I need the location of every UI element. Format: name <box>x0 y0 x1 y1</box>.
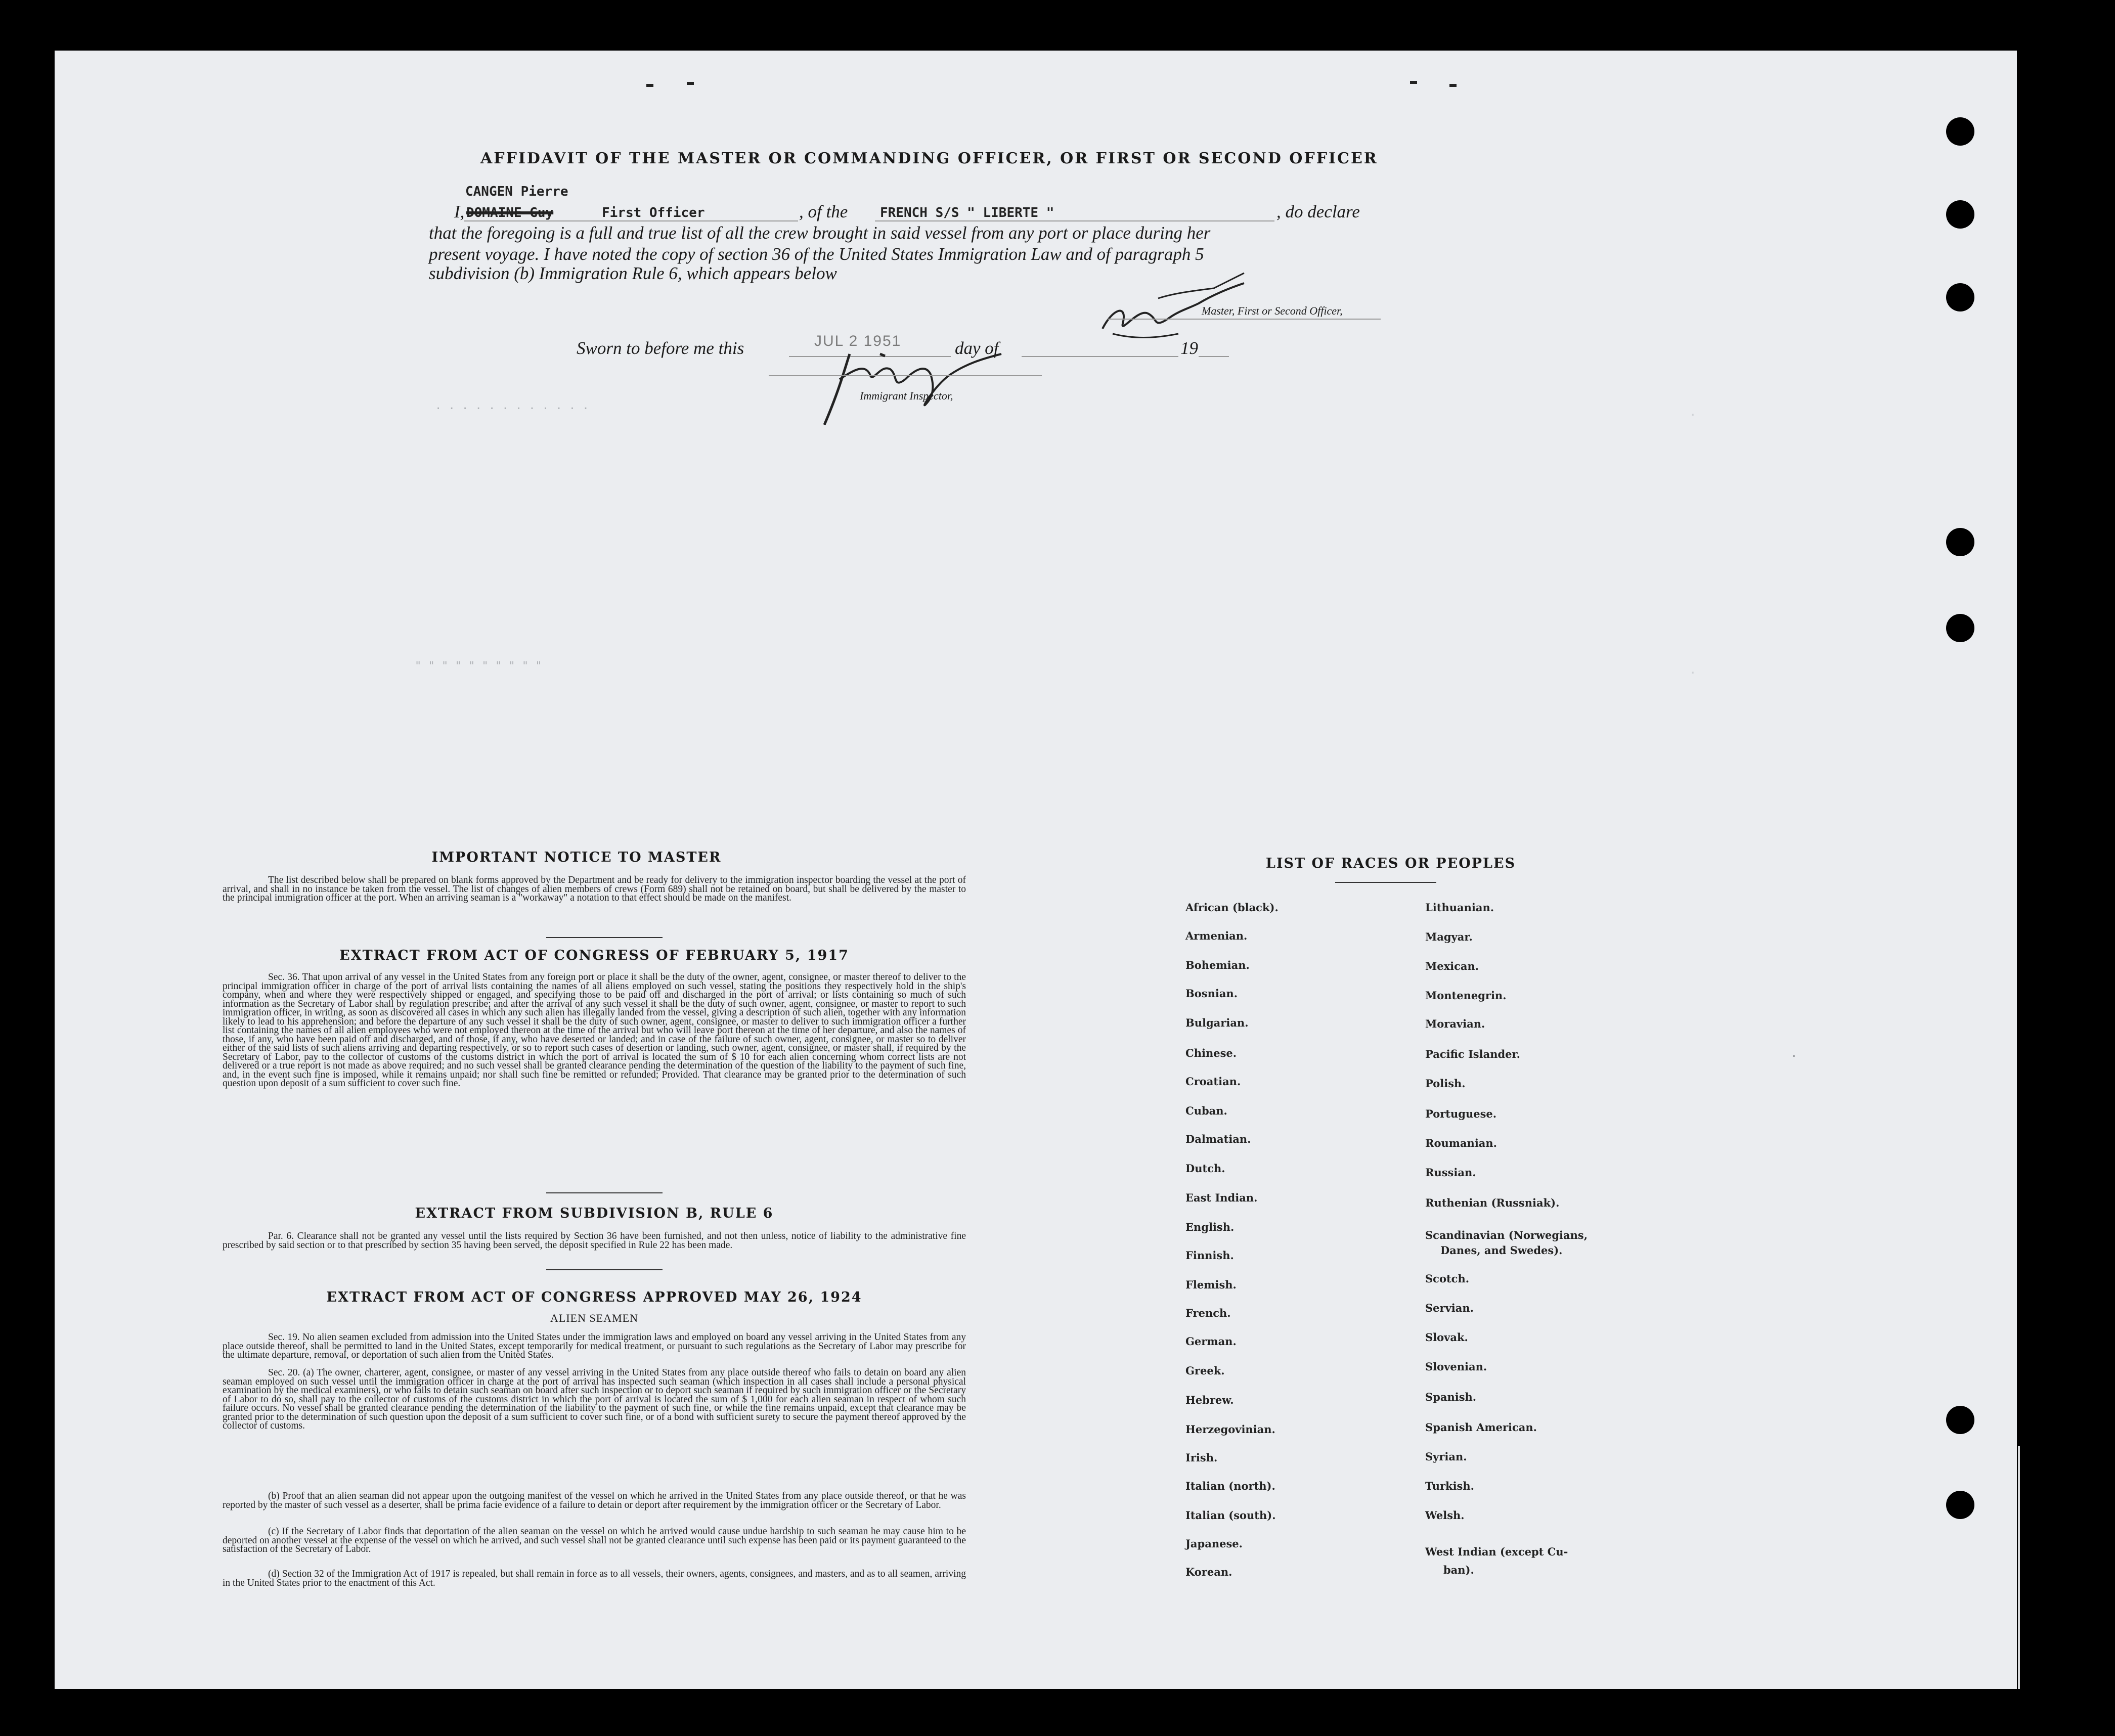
struck-officer-name: DOMAINE Guy <box>466 205 554 220</box>
race-item: Dutch. <box>1185 1162 1225 1175</box>
divider <box>546 1269 663 1270</box>
race-item: Slovenian. <box>1425 1360 1487 1373</box>
divider <box>546 937 663 938</box>
extract-1924-sec20d: (d) Section 32 of the Immigration Act of 1917 is repealed, but shall remain in force as to all vessels, their owners, agents, consignees, and masters, and as to all seamen, arriving in the United States prior to the enactment of this Act. <box>223 1569 966 1588</box>
extract-1924-sec20a: Sec. 20. (a) The owner, charterer, agent, consignee, or master of any vessel arriving in the United States from any place outside thereof who fails to detain on board any alien seaman employed on such vessel until the immigration officer in charge at the port of arrival has inspected such seaman (which inspection in all cases shall include a personal physical examination by the medical examiners), or who fails to detain such seaman on board after such inspection or to deport such seaman if required by such immigration officer or the Secretary of Labor to do so, shall pay to the collector of customs of the customs district in which the port of arrival is located the sum of $ 1,000 for each alien seaman in respect of whom such failure occurs. No vessel shall be granted clearance pending the determination of the liability to the payment of such fine, or while the fine remains unpaid, except that clearance may be granted prior to the determination of such question upon the deposit of a sum sufficient to cover such fine, or of a bond with sufficient surety to secure the payment thereof approved by the collector of customs. <box>223 1367 966 1431</box>
inspector-caption: Immigrant Inspector, <box>860 389 953 402</box>
extract-1917-title: EXTRACT FROM ACT OF CONGRESS OF FEBRUARY 5, 1917 <box>339 948 849 963</box>
extract-1924-sec19: Sec. 19. No alien seamen excluded from admission into the United States under the immigration laws and employed on board any vessel arriving in the United States from any place outside thereof, shall be permitted to land in the United States, except temporarily for medical treatment, or pursuant to such regulations as the Secretary of Labor may prescribe for the ultimate departure, removal, or deportation of such alien from the United States. <box>223 1332 966 1360</box>
inspector-line <box>769 375 1042 376</box>
affidavit-line-2: that the foregoing is a full and true list of all the crew brought in said vessel from any port or place during her <box>429 223 1211 243</box>
race-item: Slovak. <box>1425 1331 1468 1344</box>
typed-officer-name: CANGEN Pierre <box>465 184 568 199</box>
race-item: West Indian (except Cu- <box>1425 1545 1568 1558</box>
page-edge <box>2018 1446 2020 1689</box>
affidavit-line-3: present voyage. I have noted the copy of section 36 of the United States Immigration Law and of paragraph 5 <box>429 244 1204 264</box>
race-item: Scandinavian (Norwegians, <box>1425 1229 1588 1241</box>
race-item: Greek. <box>1185 1364 1225 1377</box>
name-underline <box>464 220 798 221</box>
binder-hole <box>1946 117 1974 146</box>
race-item: Croatian. <box>1185 1075 1241 1088</box>
race-item: Bulgarian. <box>1185 1016 1249 1029</box>
race-item: ban). <box>1443 1564 1474 1576</box>
race-item: Dalmatian. <box>1185 1133 1251 1145</box>
race-item: Herzegovinian. <box>1185 1423 1275 1436</box>
race-item: Flemish. <box>1185 1278 1237 1291</box>
race-item: French. <box>1185 1307 1231 1319</box>
subdivision-title: EXTRACT FROM SUBDIVISION B, RULE 6 <box>415 1206 774 1221</box>
date-stamp: JUL 2 1951 <box>814 333 902 349</box>
race-item: Moravian. <box>1425 1017 1485 1030</box>
race-item: Scotch. <box>1425 1272 1470 1285</box>
race-item: Bohemian. <box>1185 959 1250 971</box>
race-item: Magyar. <box>1425 930 1473 943</box>
race-item: English. <box>1185 1221 1235 1233</box>
race-item: Turkish. <box>1425 1480 1474 1492</box>
race-item: East Indian. <box>1185 1191 1258 1204</box>
master-signature <box>1092 263 1274 344</box>
affidavit-of-the: , of the <box>799 202 848 221</box>
race-item: Bosnian. <box>1185 987 1238 1000</box>
extract-1924-title: EXTRACT FROM ACT OF CONGRESS APPROVED MAY 26, 1924 <box>326 1289 862 1305</box>
race-item: Servian. <box>1425 1302 1474 1314</box>
race-item: Montenegrin. <box>1425 989 1507 1002</box>
race-item: Japanese. <box>1185 1537 1243 1550</box>
race-item: Spanish. <box>1425 1391 1477 1403</box>
race-item: Welsh. <box>1425 1509 1465 1522</box>
race-item: Hebrew. <box>1185 1394 1234 1406</box>
year-line <box>1199 356 1229 357</box>
affidavit-line-i: I, <box>454 202 465 221</box>
signature-caption: Master, First or Second Officer, <box>1202 304 1343 317</box>
alien-seamen-subtitle: ALIEN SEAMEN <box>550 1312 638 1324</box>
extract-1917-text: Sec. 36. That upon arrival of any vessel in the United States from any foreign port or place it shall be the duty of the owner, agent, consignee, or master thereof to deliver to the principal immigration officer in charge of the port of arrival lists containing the names of all aliens employed on such vessel, stating the positions they respectively hold in the ship's company, when and where they were respectively shipped or engaged, and specifying those to be paid off and discharged in the port of arrival; or lists containing so much of such information as the Secretary of Labor shall by regulation prescribe; and after the arrival of any such vessel it shall be the duty of such owner, agent, consignee, or master to report to such immigration officer, in writing, as soon as discovered all cases in which any such alien has illegally landed from the vessel, giving a description of such alien, together with any information likely to lead to his apprehension; and before the departure of any such vessel it shall be the duty of such owner, agent, consignee, or master to deliver to such immigration officer a further list containing the names of all alien employees who were not employed thereon at the time of the arrival but who will leave port thereon at the time of her departure, and also the names of those, if any, who have been paid off and discharged, and of those, if any, who have deserted or landed; and in case of the failure of such owner, agent, consignee, or master so to deliver either of the said lists of such aliens arriving and departing respectively, or so to report such cases of desertion or landing, such owner, agent, consignee, or master shall, if required by the Secretary of Labor, pay to the collector of customs of the customs district in which the port of arrival is located the sum of $ 10 for each alien concerning whom correct lists are not delivered or a true report is not made as above required; and no such vessel shall be granted clearance pending the determination of the question of the liability to the payment of such fine, and, in the event such fine is imposed, while it remains unpaid; nor shall such fine be remitted or refunded; Provided. That clearance may be granted prior to the determination of such question upon deposit of a sum sufficient to cover such fine. <box>223 972 966 1089</box>
race-item: Spanish American. <box>1425 1421 1537 1434</box>
affidavit-title: AFFIDAVIT OF THE MASTER OR COMMANDING OFFICER, OR FIRST OR SECOND OFFICER <box>480 150 1378 167</box>
scan-mark <box>646 84 653 87</box>
extract-1924-sec20b: (b) Proof that an alien seaman did not appear upon the outgoing manifest of the vessel on which he arrived in the United States from any place outside thereof, or that he was reported by the master of such vessel as a deserter, shall be prima facie evidence of a failure to detain or deport after requirement by the immigration officer or the Secretary of Labor. <box>223 1491 966 1510</box>
race-item: Polish. <box>1425 1077 1466 1090</box>
inspector-signature <box>804 334 1047 430</box>
race-item: Italian (north). <box>1185 1480 1275 1492</box>
race-item: Irish. <box>1185 1451 1218 1464</box>
subdivision-text: Par. 6. Clearance shall not be granted any vessel until the lists required by Section 36 have been furnished, and not then unless, notice of liability to the administrative fine prescribed by said section or to that prescribed by section 35 having been served, the deposit specified in Rule 22 has been made. <box>223 1231 966 1251</box>
race-item: Russian. <box>1425 1166 1476 1179</box>
race-item: Lithuanian. <box>1425 901 1494 914</box>
race-item: Danes, and Swedes). <box>1440 1244 1563 1257</box>
race-item: Syrian. <box>1425 1450 1467 1463</box>
extract-1924-sec20c: (c) If the Secretary of Labor finds that deportation of the alien seaman on the vessel on which he arrived would cause undue hardship to such seaman he may cause him to be deported on another vessel at the expense of the vessel on which he arrived, and such vessel shall not be granted clearance until such expense has been paid or its payment guaranteed to the satisfaction of the Secretary of Labor. <box>223 1526 966 1554</box>
race-item: African (black). <box>1185 901 1279 914</box>
affidavit-line-4: subdivision (b) Immigration Rule 6, which appears below <box>429 263 837 283</box>
signature-line <box>1108 319 1381 320</box>
divider <box>1335 882 1436 883</box>
binder-hole <box>1946 1406 1974 1434</box>
race-item: Italian (south). <box>1185 1509 1276 1522</box>
race-item: Portuguese. <box>1425 1107 1497 1120</box>
binder-hole <box>1946 1491 1974 1519</box>
race-item: Korean. <box>1185 1566 1232 1578</box>
race-item: German. <box>1185 1335 1237 1348</box>
scan-mark <box>1449 84 1457 87</box>
sworn-text: Sworn to before me this <box>577 338 744 358</box>
race-item: Mexican. <box>1425 960 1479 972</box>
day-of-text: day of <box>955 338 999 358</box>
notice-title: IMPORTANT NOTICE TO MASTER <box>431 850 722 865</box>
scan-mark <box>1410 81 1417 84</box>
binder-hole <box>1946 283 1974 311</box>
race-item: Chinese. <box>1185 1047 1237 1059</box>
race-item: Roumanian. <box>1425 1137 1497 1149</box>
race-item: Armenian. <box>1185 929 1248 942</box>
race-item: Ruthenian (Russniak). <box>1425 1196 1560 1209</box>
year-prefix: 19 <box>1180 338 1198 358</box>
vessel-underline <box>875 220 1274 221</box>
vessel-name: FRENCH S/S " LIBERTE " <box>880 205 1054 220</box>
notice-text: The list described below shall be prepared on blank forms approved by the Department and be ready for delivery to the immigration inspector boarding the vessel at the port of arrival, and shall in no instance be taken from the vessel. The list of changes of alien members of crews (Form 689) shall not be retained on board, but shall be delivered by the master to the principal immigration officer at the port. When an arriving seaman is a "workaway" a notation to that effect should be made on the manifest. <box>223 875 966 903</box>
binder-hole <box>1946 528 1974 556</box>
race-item: Finnish. <box>1185 1249 1234 1262</box>
race-item: Cuban. <box>1185 1104 1227 1117</box>
divider <box>546 1192 663 1193</box>
officer-role: First Officer <box>602 205 705 220</box>
race-item: Pacific Islander. <box>1425 1048 1520 1060</box>
affidavit-declare: , do declare <box>1276 202 1360 221</box>
scan-mark <box>687 82 694 85</box>
races-title: LIST OF RACES OR PEOPLES <box>1265 856 1516 871</box>
binder-hole <box>1946 200 1974 229</box>
document-page <box>55 51 2017 1689</box>
binder-hole <box>1946 614 1974 642</box>
